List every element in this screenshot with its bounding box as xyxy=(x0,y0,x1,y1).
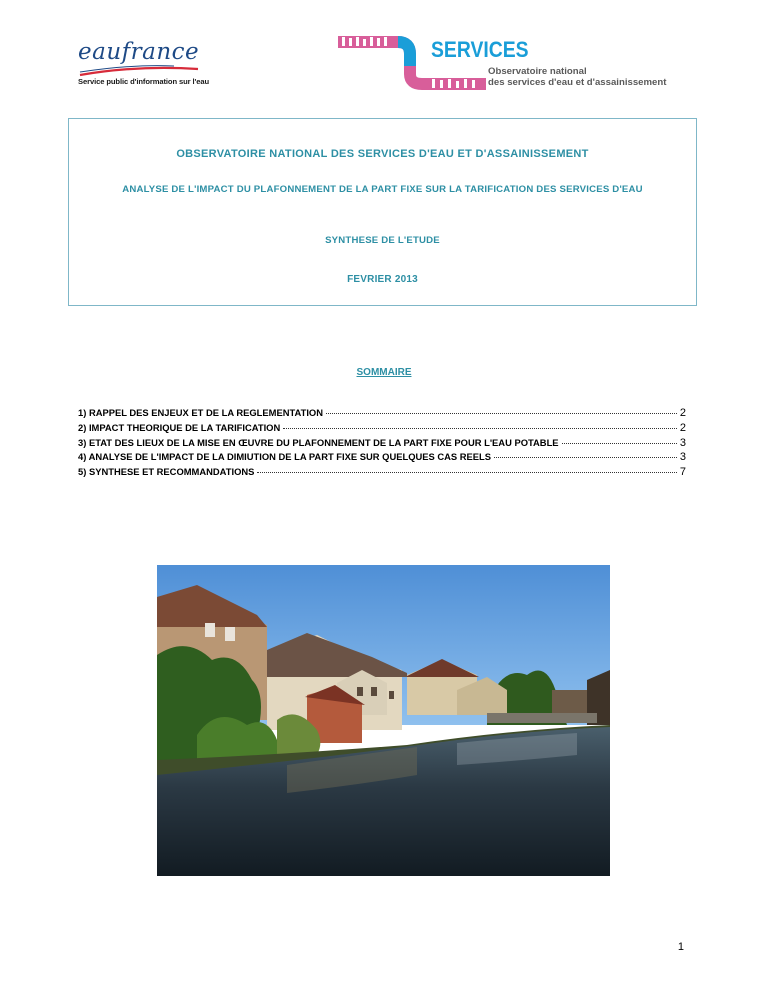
synthese-title-text: SYNTHESE DE L'ETUDE xyxy=(325,235,440,246)
toc-entry[interactable] xyxy=(78,437,686,452)
toc-entry[interactable] xyxy=(78,451,686,466)
subtitle xyxy=(69,179,696,200)
toc-entry-label: 5) SYNTHESE ET RECOMMANDATIONS xyxy=(78,466,255,478)
services-wordmark: SERVICES xyxy=(431,37,529,62)
main-title-text: OBSERVATOIRE NATIONAL DES SERVICES D'EAU ET D'ASSAINISSEMENT xyxy=(176,148,589,160)
toc-entry-page: 2 xyxy=(679,407,686,419)
toc-entry-label: 3) ETAT DES LIEUX DE LA MISE EN ŒUVRE DU PLAFONNEMENT DE LA PART FIXE POUR L'EAU POTABLE xyxy=(78,436,559,448)
main-title xyxy=(69,145,696,160)
title-box xyxy=(68,118,697,306)
toc-entry-label: 1) RAPPEL DES ENJEUX ET DE LA REGLEMENTATION xyxy=(78,407,323,418)
toc-entry-page: 2 xyxy=(679,421,686,434)
eaufrance-logo xyxy=(78,40,208,88)
toc-entry[interactable] xyxy=(78,466,686,481)
toc-leader-dots xyxy=(283,428,677,429)
riverside-village-photo xyxy=(157,565,610,876)
toc-leader-dots xyxy=(326,413,677,414)
toc-entry-page: 3 xyxy=(679,436,686,449)
observatoire-mark xyxy=(488,66,666,88)
eaufrance-wordmark: eaufrance xyxy=(78,39,200,65)
toc-entry[interactable] xyxy=(78,407,686,422)
subtitle-text: ANALYSE DE L'IMPACT DU PLAFONNEMENT DE LA PART FIXE SUR LA TARIFICATION DES SERVICES D'EAU xyxy=(122,184,643,195)
eaufrance-swoosh-icon xyxy=(78,65,200,77)
toc-leader-dots xyxy=(257,472,676,473)
services-logo xyxy=(336,36,696,92)
toc-entry-page: 3 xyxy=(679,451,686,464)
toc-entry-page: 7 xyxy=(679,466,686,479)
toc-entry-label: 4) ANALYSE DE L'IMPACT DE LA DIMIUTION DE LA PART FIXE SUR QUELQUES CAS REELS xyxy=(78,451,492,463)
page-number: 1 xyxy=(677,941,684,953)
observatoire-mark-line2: des services d'eau et d'assainissement xyxy=(488,77,667,88)
sommaire-heading: SOMMAIRE xyxy=(356,367,412,378)
eaufrance-tagline: Service public d'information sur l'eau xyxy=(78,77,210,86)
synthese-title xyxy=(69,234,696,246)
table-of-contents xyxy=(78,407,686,481)
toc-leader-dots xyxy=(562,443,677,444)
date-title-text: FEVRIER 2013 xyxy=(347,274,418,285)
observatoire-mark-line1: Observatoire national xyxy=(488,66,587,77)
riverside-village-illustration xyxy=(157,565,610,876)
toc-leader-dots xyxy=(494,457,677,458)
toc-entry[interactable] xyxy=(78,422,686,437)
toc-entry-label: 2) IMPACT THEORIQUE DE LA TARIFICATION xyxy=(78,421,281,433)
date-title xyxy=(69,273,696,285)
